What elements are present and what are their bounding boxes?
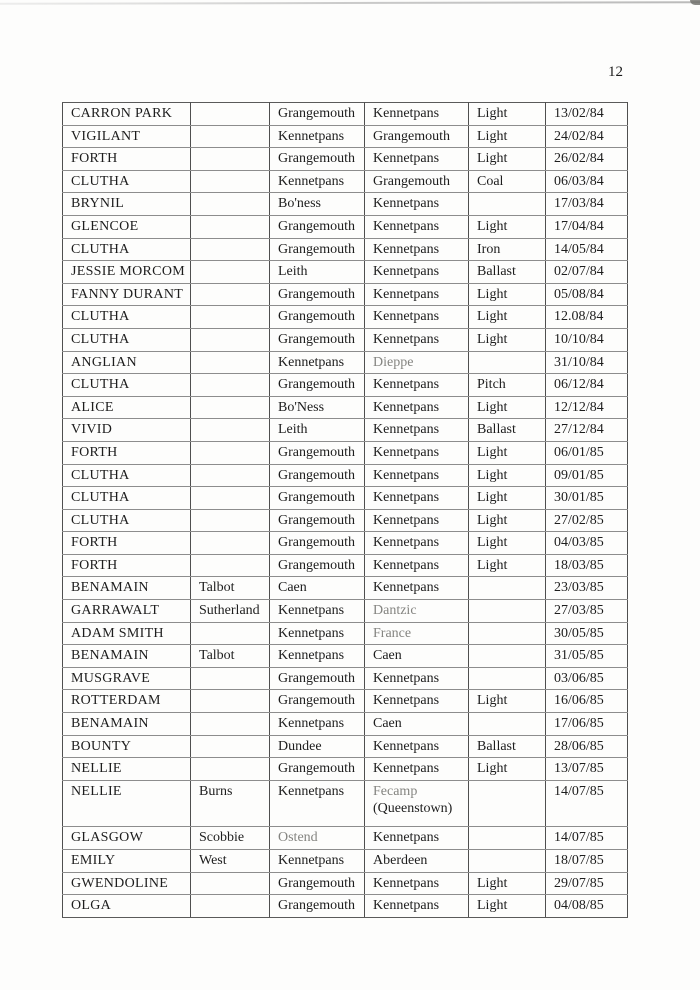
cell-master [191,419,270,442]
cell-cargo: Light [469,509,546,532]
table-row [63,622,628,645]
cell-date: 14/07/85 [546,827,628,850]
cell-date: 13/07/85 [546,758,628,781]
cell-master: West [191,849,270,872]
cell-departure: Kennetpans [270,622,365,645]
cell-vessel: FANNY DURANT [63,283,191,306]
table-row [63,351,628,374]
cell-vessel: FORTH [63,148,191,171]
cell-vessel: ALICE [63,396,191,419]
cell-cargo [469,351,546,374]
cell-cargo: Coal [469,170,546,193]
cell-departure: Grangemouth [270,306,365,329]
cell-departure: Leith [270,419,365,442]
page-number: 12 [608,64,623,80]
cell-master [191,103,270,126]
cell-destination: Kennetpans [365,758,469,781]
cell-cargo [469,193,546,216]
cell-date: 12.08/84 [546,306,628,329]
cell-vessel: FORTH [63,532,191,555]
cell-cargo: Light [469,283,546,306]
cell-master [191,193,270,216]
cell-departure: Grangemouth [270,148,365,171]
cell-date: 16/06/85 [546,690,628,713]
cell-cargo: Light [469,306,546,329]
cell-master [191,283,270,306]
cell-destination: Kennetpans [365,103,469,126]
cell-vessel: CLUTHA [63,487,191,510]
cell-master [191,351,270,374]
cell-master [191,690,270,713]
cell-date: 28/06/85 [546,735,628,758]
cell-cargo [469,713,546,736]
cell-departure: Caen [270,577,365,600]
cell-date: 13/02/84 [546,103,628,126]
cell-date: 06/01/85 [546,441,628,464]
cell-departure: Grangemouth [270,103,365,126]
cell-cargo [469,667,546,690]
cell-vessel: ADAM SMITH [63,622,191,645]
cell-departure: Kennetpans [270,645,365,668]
cell-master [191,374,270,397]
cell-vessel: JESSIE MORCOM [63,261,191,284]
table-row [63,645,628,668]
cell-destination: Kennetpans [365,283,469,306]
cell-vessel: CLUTHA [63,170,191,193]
cell-departure: Kennetpans [270,170,365,193]
cell-date: 27/02/85 [546,509,628,532]
cell-destination: Kennetpans [365,419,469,442]
cell-vessel: GLENCOE [63,215,191,238]
cell-cargo: Light [469,103,546,126]
cell-cargo [469,780,546,827]
cell-master [191,306,270,329]
cell-destination: Caen [365,713,469,736]
cell-departure: Kennetpans [270,849,365,872]
cell-vessel: GLASGOW [63,827,191,850]
cell-master [191,215,270,238]
cell-destination: Kennetpans [365,215,469,238]
cell-cargo: Light [469,464,546,487]
cell-cargo [469,827,546,850]
cell-date: 12/12/84 [546,396,628,419]
table-row [63,509,628,532]
cell-departure: Grangemouth [270,509,365,532]
cell-date: 05/08/84 [546,283,628,306]
cell-vessel: FORTH [63,554,191,577]
cell-cargo: Light [469,895,546,918]
cell-master [191,622,270,645]
cell-destination: Kennetpans [365,261,469,284]
cell-departure: Kennetpans [270,351,365,374]
cell-destination: Dieppe [365,351,469,374]
cell-master: Scobbie [191,827,270,850]
cell-cargo: Light [469,554,546,577]
cell-cargo [469,622,546,645]
cell-cargo: Iron [469,238,546,261]
cell-departure: Grangemouth [270,328,365,351]
table-row [63,532,628,555]
cell-destination: Kennetpans [365,148,469,171]
cell-destination: Kennetpans [365,306,469,329]
table-row [63,374,628,397]
cell-vessel: VIVID [63,419,191,442]
cell-destination: Kennetpans [365,895,469,918]
cell-master [191,238,270,261]
cell-cargo: Light [469,532,546,555]
cell-destination: Kennetpans [365,532,469,555]
table-row [63,487,628,510]
cell-master [191,872,270,895]
table-row [63,554,628,577]
cell-date: 27/03/85 [546,600,628,623]
table-row [63,872,628,895]
cell-departure: Grangemouth [270,532,365,555]
table-row [63,125,628,148]
cell-date: 14/07/85 [546,780,628,827]
cell-date: 31/05/85 [546,645,628,668]
cell-destination: Kennetpans [365,193,469,216]
cell-cargo: Light [469,690,546,713]
cell-cargo [469,577,546,600]
cell-date: 23/03/85 [546,577,628,600]
table-row [63,306,628,329]
scan-artifact-corner-mark [690,0,700,5]
cell-vessel: OLGA [63,895,191,918]
cell-date: 03/06/85 [546,667,628,690]
cell-date: 31/10/84 [546,351,628,374]
cell-vessel: CLUTHA [63,509,191,532]
cell-cargo: Ballast [469,261,546,284]
cell-vessel: MUSGRAVE [63,667,191,690]
cell-date: 17/06/85 [546,713,628,736]
cell-departure: Grangemouth [270,238,365,261]
cell-master [191,125,270,148]
cell-date: 04/08/85 [546,895,628,918]
cell-departure: Grangemouth [270,374,365,397]
cell-master [191,895,270,918]
cell-master [191,148,270,171]
cell-destination: France [365,622,469,645]
cell-date: 18/03/85 [546,554,628,577]
cell-destination: Aberdeen [365,849,469,872]
table-row [63,780,628,827]
cell-departure: Grangemouth [270,895,365,918]
table-row [63,441,628,464]
cell-departure: Grangemouth [270,667,365,690]
cell-departure: Kennetpans [270,600,365,623]
cell-destination: Kennetpans [365,827,469,850]
cell-departure: Dundee [270,735,365,758]
cell-cargo [469,645,546,668]
cell-master [191,441,270,464]
cell-date: 30/05/85 [546,622,628,645]
cell-destination: Kennetpans [365,509,469,532]
cell-departure: Kennetpans [270,780,365,827]
cell-master [191,735,270,758]
cell-cargo: Light [469,328,546,351]
cell-destination: Dantzic [365,600,469,623]
cell-date: 24/02/84 [546,125,628,148]
cell-date: 30/01/85 [546,487,628,510]
scan-artifact-top-line [0,1,700,4]
table-row [63,600,628,623]
cell-departure: Grangemouth [270,487,365,510]
cell-vessel: CARRON PARK [63,103,191,126]
cell-departure: Leith [270,261,365,284]
cell-date: 02/07/84 [546,261,628,284]
table-row [63,103,628,126]
cell-departure: Bo'ness [270,193,365,216]
cell-vessel: BENAMAIN [63,577,191,600]
cell-master [191,396,270,419]
cell-cargo [469,600,546,623]
table-row [63,690,628,713]
cell-destination: Kennetpans [365,690,469,713]
cell-master [191,713,270,736]
cell-vessel: BOUNTY [63,735,191,758]
cell-vessel: ANGLIAN [63,351,191,374]
cell-destination: Grangemouth [365,170,469,193]
cell-master: Talbot [191,645,270,668]
cell-destination: Kennetpans [365,735,469,758]
cell-vessel: CLUTHA [63,374,191,397]
cell-date: 09/01/85 [546,464,628,487]
cell-destination: Kennetpans [365,441,469,464]
cell-departure: Grangemouth [270,441,365,464]
cell-destination: Grangemouth [365,125,469,148]
cell-master [191,532,270,555]
cell-date: 04/03/85 [546,532,628,555]
table-row [63,328,628,351]
cell-master: Talbot [191,577,270,600]
cell-cargo: Light [469,396,546,419]
cell-master [191,487,270,510]
table-row [63,261,628,284]
cell-date: 06/03/84 [546,170,628,193]
table-row [63,148,628,171]
cell-vessel: EMILY [63,849,191,872]
cell-vessel: BRYNIL [63,193,191,216]
table-row [63,170,628,193]
cell-departure: Bo'Ness [270,396,365,419]
cell-date: 06/12/84 [546,374,628,397]
cell-destination: Kennetpans [365,464,469,487]
cell-departure: Grangemouth [270,215,365,238]
cell-destination: Kennetpans [365,667,469,690]
cell-master [191,328,270,351]
cell-cargo: Light [469,215,546,238]
cell-master [191,554,270,577]
cell-destination: Kennetpans [365,577,469,600]
cell-date: 10/10/84 [546,328,628,351]
cell-date: 17/04/84 [546,215,628,238]
cell-cargo: Ballast [469,419,546,442]
cell-vessel: FORTH [63,441,191,464]
cell-master: Burns [191,780,270,827]
cell-departure: Grangemouth [270,554,365,577]
table-row [63,193,628,216]
cell-destination: Kennetpans [365,238,469,261]
cell-destination: Kennetpans [365,374,469,397]
cell-vessel: ROTTERDAM [63,690,191,713]
cell-destination: Caen [365,645,469,668]
table-row [63,849,628,872]
cell-destination: Fecamp (Queenstown) [365,780,469,827]
table-row [63,827,628,850]
table-row [63,577,628,600]
table-row [63,215,628,238]
cell-master [191,464,270,487]
ship-table-body [63,103,628,918]
table-row [63,283,628,306]
cell-vessel: CLUTHA [63,306,191,329]
table-row [63,735,628,758]
table-row [63,238,628,261]
table-row [63,464,628,487]
cell-vessel: BENAMAIN [63,645,191,668]
cell-date: 26/02/84 [546,148,628,171]
cell-date: 17/03/84 [546,193,628,216]
cell-date: 14/05/84 [546,238,628,261]
cell-departure: Kennetpans [270,713,365,736]
table-row [63,758,628,781]
cell-cargo: Light [469,872,546,895]
cell-vessel: CLUTHA [63,464,191,487]
table-row [63,667,628,690]
ship-movements-table [62,102,628,918]
cell-destination: Kennetpans [365,554,469,577]
cell-master [191,758,270,781]
cell-destination: Kennetpans [365,872,469,895]
table-row [63,895,628,918]
cell-departure: Kennetpans [270,125,365,148]
cell-date: 29/07/85 [546,872,628,895]
cell-destination: Kennetpans [365,328,469,351]
table-row [63,713,628,736]
cell-master [191,509,270,532]
cell-cargo: Light [469,441,546,464]
cell-cargo: Pitch [469,374,546,397]
cell-destination: Kennetpans [365,396,469,419]
cell-vessel: GWENDOLINE [63,872,191,895]
cell-departure: Grangemouth [270,283,365,306]
cell-master [191,170,270,193]
cell-vessel: NELLIE [63,758,191,781]
cell-cargo: Ballast [469,735,546,758]
cell-departure: Ostend [270,827,365,850]
table-row [63,419,628,442]
cell-vessel: NELLIE [63,780,191,827]
cell-cargo: Light [469,125,546,148]
cell-master: Sutherland [191,600,270,623]
cell-vessel: VIGILANT [63,125,191,148]
cell-destination: Kennetpans [365,487,469,510]
cell-master [191,667,270,690]
cell-cargo: Light [469,148,546,171]
cell-cargo [469,849,546,872]
cell-vessel: CLUTHA [63,328,191,351]
cell-date: 27/12/84 [546,419,628,442]
cell-departure: Grangemouth [270,758,365,781]
cell-master [191,261,270,284]
cell-date: 18/07/85 [546,849,628,872]
table-row [63,396,628,419]
cell-departure: Grangemouth [270,690,365,713]
cell-cargo: Light [469,487,546,510]
cell-departure: Grangemouth [270,464,365,487]
cell-vessel: GARRAWALT [63,600,191,623]
cell-vessel: BENAMAIN [63,713,191,736]
cell-vessel: CLUTHA [63,238,191,261]
cell-departure: Grangemouth [270,872,365,895]
cell-cargo: Light [469,758,546,781]
